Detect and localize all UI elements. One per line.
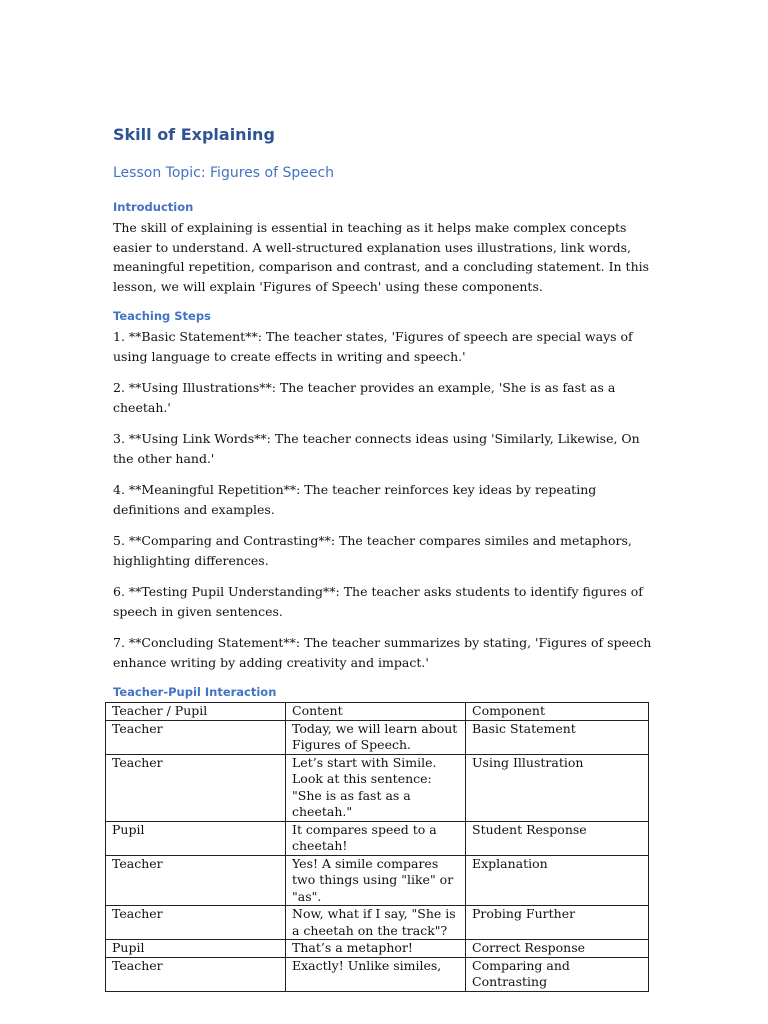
cell-content: Let’s start with Simile. Look at this sentence: "She is as fast as a cheetah.": [286, 754, 466, 821]
introduction-heading: Introduction: [113, 200, 194, 214]
cell-role: Teacher: [106, 906, 286, 940]
cell-role: Teacher: [106, 957, 286, 991]
cell-component: Explanation: [466, 855, 649, 906]
table-row: [106, 754, 649, 821]
cell-component: Using Illustration: [466, 754, 649, 821]
teaching-step-6: 6. **Testing Pupil Understanding**: The teacher asks students to identify figures of speech in given sentences.: [113, 584, 643, 619]
table-row: [106, 957, 649, 991]
header-cell-content: Content: [286, 703, 466, 721]
cell-component: Basic Statement: [466, 720, 649, 754]
teaching-step-5: 5. **Comparing and Contrasting**: The teacher compares similes and metaphors, highlighting differences.: [113, 533, 632, 568]
lesson-topic-heading: Lesson Topic: Figures of Speech: [113, 165, 335, 181]
cell-content: Yes! A simile compares two things using "like" or "as".: [286, 855, 466, 906]
cell-role: Pupil: [106, 821, 286, 855]
introduction-paragraph: The skill of explaining is essential in teaching as it helps make complex concepts easier to understand. A well-structured explanation uses illustrations, link words, meaningful repetition, comparison and contrast, and a concluding statement. In this lesson, we will explain 'Figures of Speech' using these components.: [113, 220, 650, 294]
cell-role: Teacher: [106, 720, 286, 754]
cell-component: Comparing and Contrasting: [466, 957, 649, 991]
teaching-step-7: 7. **Concluding Statement**: The teacher summarizes by stating, 'Figures of speech enhance writing by adding creativity and impact.': [113, 635, 652, 670]
cell-role: Pupil: [106, 940, 286, 958]
table-row: [106, 940, 649, 958]
cell-component: Probing Further: [466, 906, 649, 940]
teaching-step-2: 2. **Using Illustrations**: The teacher provides an example, 'She is as fast as a cheetah.': [113, 380, 616, 415]
cell-content: Exactly! Unlike similes,: [286, 957, 466, 991]
table-row: [106, 906, 649, 940]
table-row: [106, 720, 649, 754]
document-body: [113, 124, 658, 992]
header-cell-component: Component: [466, 703, 649, 721]
cell-component: Student Response: [466, 821, 649, 855]
cell-content: Now, what if I say, "She is a cheetah on the track"?: [286, 906, 466, 940]
cell-content: That’s a metaphor!: [286, 940, 466, 958]
table-row: [106, 855, 649, 906]
cell-content: It compares speed to a cheetah!: [286, 821, 466, 855]
cell-component: Correct Response: [466, 940, 649, 958]
teaching-steps-heading: Teaching Steps: [113, 309, 211, 323]
teaching-step-4: 4. **Meaningful Repetition**: The teacher reinforces key ideas by repeating definitions and examples.: [113, 482, 597, 517]
table-header-row: [106, 703, 649, 721]
cell-role: Teacher: [106, 754, 286, 821]
document-title: Skill of Explaining: [113, 125, 275, 144]
interaction-table: [105, 702, 649, 992]
cell-role: Teacher: [106, 855, 286, 906]
teaching-step-1: 1. **Basic Statement**: The teacher states, 'Figures of speech are special ways of using language to create effects in writing and speech.': [113, 329, 633, 364]
table-row: [106, 821, 649, 855]
header-cell-role: Teacher / Pupil: [106, 703, 286, 721]
interaction-heading: Teacher-Pupil Interaction: [113, 685, 277, 699]
teaching-step-3: 3. **Using Link Words**: The teacher connects ideas using 'Similarly, Likewise, On the other hand.': [113, 431, 640, 466]
cell-content: Today, we will learn about Figures of Speech.: [286, 720, 466, 754]
